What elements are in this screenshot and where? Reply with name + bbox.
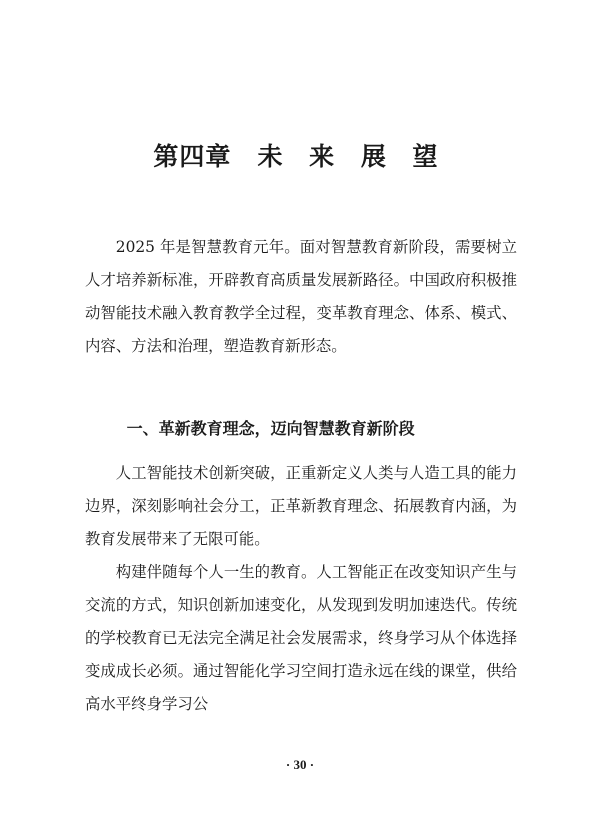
- section-heading: 一、革新教育理念，迈向智慧教育新阶段: [126, 419, 415, 438]
- page-number: · 30 ·: [285, 757, 315, 772]
- body-paragraph: 构建伴随每个人一生的教育。人工智能正在改变知识产生与交流的方式，知识创新加速变化，从发现到发明加速迭代。传统的学校教育已无法完全满足社会发展需求，终身学习从个体选择变成成长必须。通过智能化学习空间打造永远在线的课堂，供给高水平终身学习公: [85, 563, 517, 713]
- chapter-title: [0, 137, 600, 173]
- intro-paragraph: 2025 年是智慧教育元年。面对智慧教育新阶段，需要树立人才培养新标准，开辟教育高质量发展新路径。中国政府积极推动智能技术融入教育教学全过程，变革教育理念、体系、模式、内容、方法和治理，塑造教育新形态。: [85, 238, 517, 355]
- body-paragraph: 人工智能技术创新突破，正重新定义人类与人造工具的能力边界，深刻影响社会分工，正革新教育理念、拓展教育内涵，为教育发展带来了无限可能。: [85, 464, 517, 548]
- chapter-label: 第四章: [153, 142, 232, 171]
- chapter-name: 未 来 展 望: [257, 142, 447, 171]
